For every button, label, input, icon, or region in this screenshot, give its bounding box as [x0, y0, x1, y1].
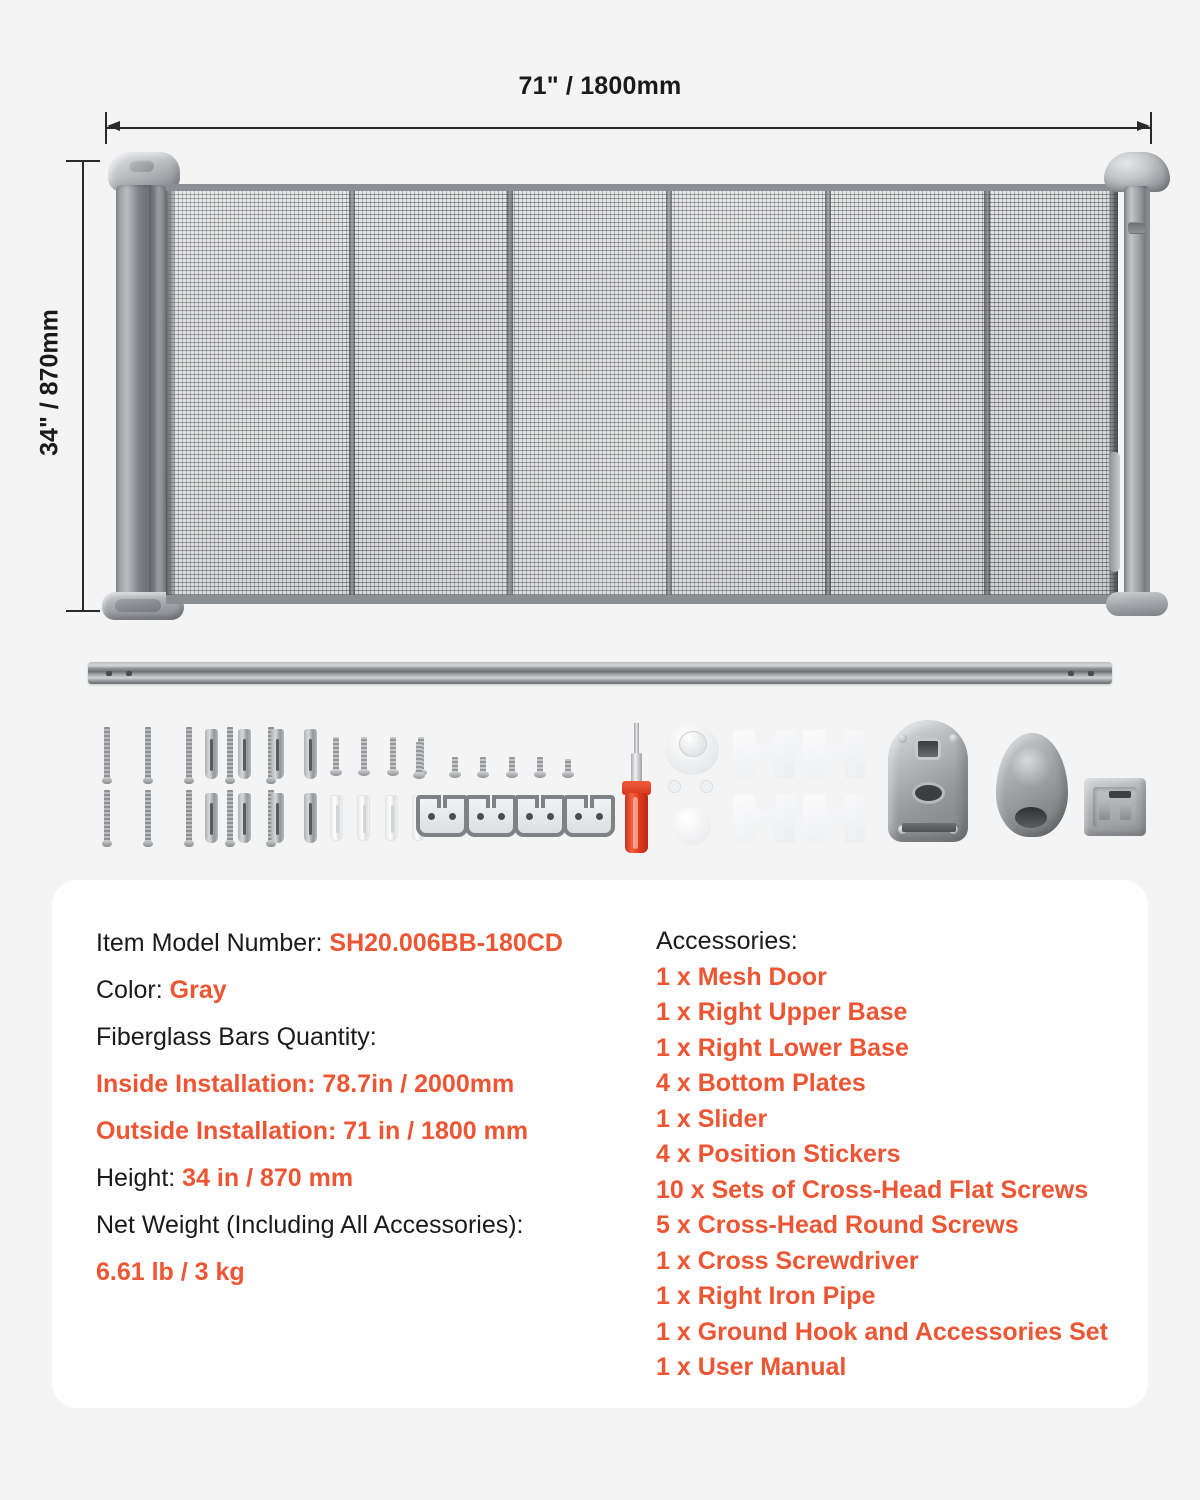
white-wall-anchor	[330, 795, 343, 841]
bottom-plate	[465, 795, 517, 837]
spec-color	[96, 971, 650, 1009]
width-dim-left-arrow-icon	[107, 121, 120, 131]
spec-height	[96, 1159, 650, 1197]
long-screw	[145, 790, 151, 842]
rail-screw-hole	[126, 671, 132, 676]
long-screw	[186, 727, 192, 779]
spec-weight-label: Net Weight (Including All Accessories):	[96, 1211, 524, 1239]
accessory-item: 5 x Cross-Head Round Screws	[656, 1211, 1019, 1239]
accessory-item: 1 x Mesh Door	[656, 962, 827, 991]
spec-height-value: 34 in / 870 mm	[182, 1164, 354, 1192]
upper-base-bar	[902, 823, 956, 832]
upper-base-screw-hole	[949, 734, 958, 743]
right-upper-base	[888, 720, 968, 842]
short-screw	[509, 757, 515, 773]
short-screw	[537, 757, 543, 773]
accessories-image-row	[0, 715, 1200, 865]
plate-notch	[584, 795, 594, 808]
right-iron-pipe-rail	[88, 662, 1112, 684]
mesh-highlight	[166, 191, 1118, 595]
mesh-panel	[166, 184, 1118, 604]
spec-model-number	[96, 924, 650, 962]
long-screw	[104, 790, 110, 842]
height-dimension-label: 34" / 870mm	[35, 309, 64, 456]
rail-screw-hole	[1088, 671, 1094, 676]
accessory-item: 10 x Sets of Cross-Head Flat Screws	[656, 1175, 1089, 1204]
accessory-item: 1 x Right Iron Pipe	[656, 1282, 876, 1310]
pin	[668, 780, 681, 793]
slider	[1084, 778, 1146, 836]
white-wall-anchor	[357, 795, 370, 841]
accessory-item: 1 x Slider	[656, 1104, 768, 1133]
spec-model-label: Item Model Number:	[96, 929, 323, 957]
gray-wall-anchor	[205, 729, 218, 779]
short-screw	[361, 737, 367, 771]
short-screw	[480, 757, 486, 773]
slider-inner	[1093, 787, 1137, 827]
height-dimension-line	[82, 160, 84, 612]
gray-wall-anchor	[238, 729, 251, 779]
knob-cap	[665, 725, 719, 775]
short-screw	[416, 742, 422, 774]
spec-bars-label: Fiberglass Bars Quantity:	[96, 1023, 377, 1051]
slider-slot	[1109, 791, 1131, 798]
spec-height-label: Height:	[96, 1164, 176, 1192]
long-screw	[227, 727, 233, 779]
accessory-item: 1 x Ground Hook and Accessories Set	[656, 1317, 1108, 1346]
gray-wall-anchor	[238, 793, 251, 843]
rail-screw-hole	[1068, 671, 1074, 676]
gray-wall-anchor	[271, 793, 284, 843]
rail-screw-hole	[106, 671, 112, 676]
accessory-item: 1 x Cross Screwdriver	[656, 1246, 919, 1275]
lower-base-hole	[1015, 807, 1047, 828]
position-sticker	[803, 730, 865, 778]
upper-base-port	[915, 738, 941, 760]
cross-screwdriver	[620, 723, 654, 858]
short-screw	[452, 757, 458, 773]
long-screw	[104, 727, 110, 779]
screwdriver-tip	[634, 723, 639, 757]
accessory-item: 1 x Right Lower Base	[656, 1033, 909, 1062]
position-sticker	[733, 795, 795, 843]
plate-notch	[437, 795, 447, 808]
gray-wall-anchor	[304, 729, 317, 779]
gray-wall-anchor	[304, 793, 317, 843]
accessories-title: Accessories:	[656, 927, 798, 955]
gray-wall-anchor	[271, 729, 284, 779]
right-lower-base	[996, 733, 1068, 837]
accessory-item: 1 x Right Upper Base	[656, 998, 908, 1026]
upper-base-oval	[912, 782, 945, 804]
pin	[700, 780, 713, 793]
pole-notch	[1128, 222, 1145, 234]
gray-wall-anchor	[205, 793, 218, 843]
short-screw	[565, 759, 571, 773]
right-latch-pole	[1124, 186, 1150, 606]
plate-notch	[535, 795, 545, 808]
spec-color-label: Color:	[96, 976, 163, 1004]
accessory-item: 4 x Bottom Plates	[656, 1069, 866, 1097]
bottom-plate	[416, 795, 468, 837]
long-screw	[227, 790, 233, 842]
width-dimension-label: 71" / 1800mm	[518, 72, 682, 100]
bottom-plate	[563, 795, 615, 837]
spec-model-value: SH20.006BB-180CD	[329, 929, 563, 957]
lower-base-dome	[1011, 747, 1053, 789]
long-screw	[145, 727, 151, 779]
upper-base-screw-hole	[898, 734, 907, 743]
slider-tab	[1120, 802, 1131, 820]
short-screw	[333, 737, 339, 771]
accessory-item: 4 x Position Stickers	[656, 1140, 901, 1168]
spec-color-value: Gray	[169, 976, 227, 1004]
white-wall-anchor	[385, 795, 398, 841]
position-sticker	[733, 730, 795, 778]
short-screw	[390, 737, 396, 771]
retractable-mesh-gate-image	[104, 152, 1156, 622]
spec-inside-installation: Inside Installation: 78.7in / 2000mm	[96, 1070, 515, 1098]
accessory-item: 1 x User Manual	[656, 1353, 847, 1381]
right-lower-foot	[1106, 592, 1168, 616]
bottom-plate	[514, 795, 566, 837]
spec-outside-installation: Outside Installation: 71 in / 1800 mm	[96, 1117, 529, 1145]
left-housing-tube	[116, 185, 166, 608]
plate-notch	[486, 795, 496, 808]
width-dimension-line	[105, 127, 1152, 129]
slider-tab	[1099, 802, 1110, 820]
screwdriver-handle	[625, 793, 648, 853]
pole-slot	[1109, 452, 1120, 572]
position-sticker	[803, 795, 865, 843]
accessories-column	[650, 924, 1108, 1408]
width-dim-right-arrow-icon	[1137, 121, 1150, 131]
spec-card	[52, 880, 1148, 1408]
spec-column	[92, 924, 650, 1408]
long-screw	[186, 790, 192, 842]
spec-weight-value: 6.61 lb / 3 kg	[96, 1258, 245, 1286]
disc	[673, 807, 711, 845]
